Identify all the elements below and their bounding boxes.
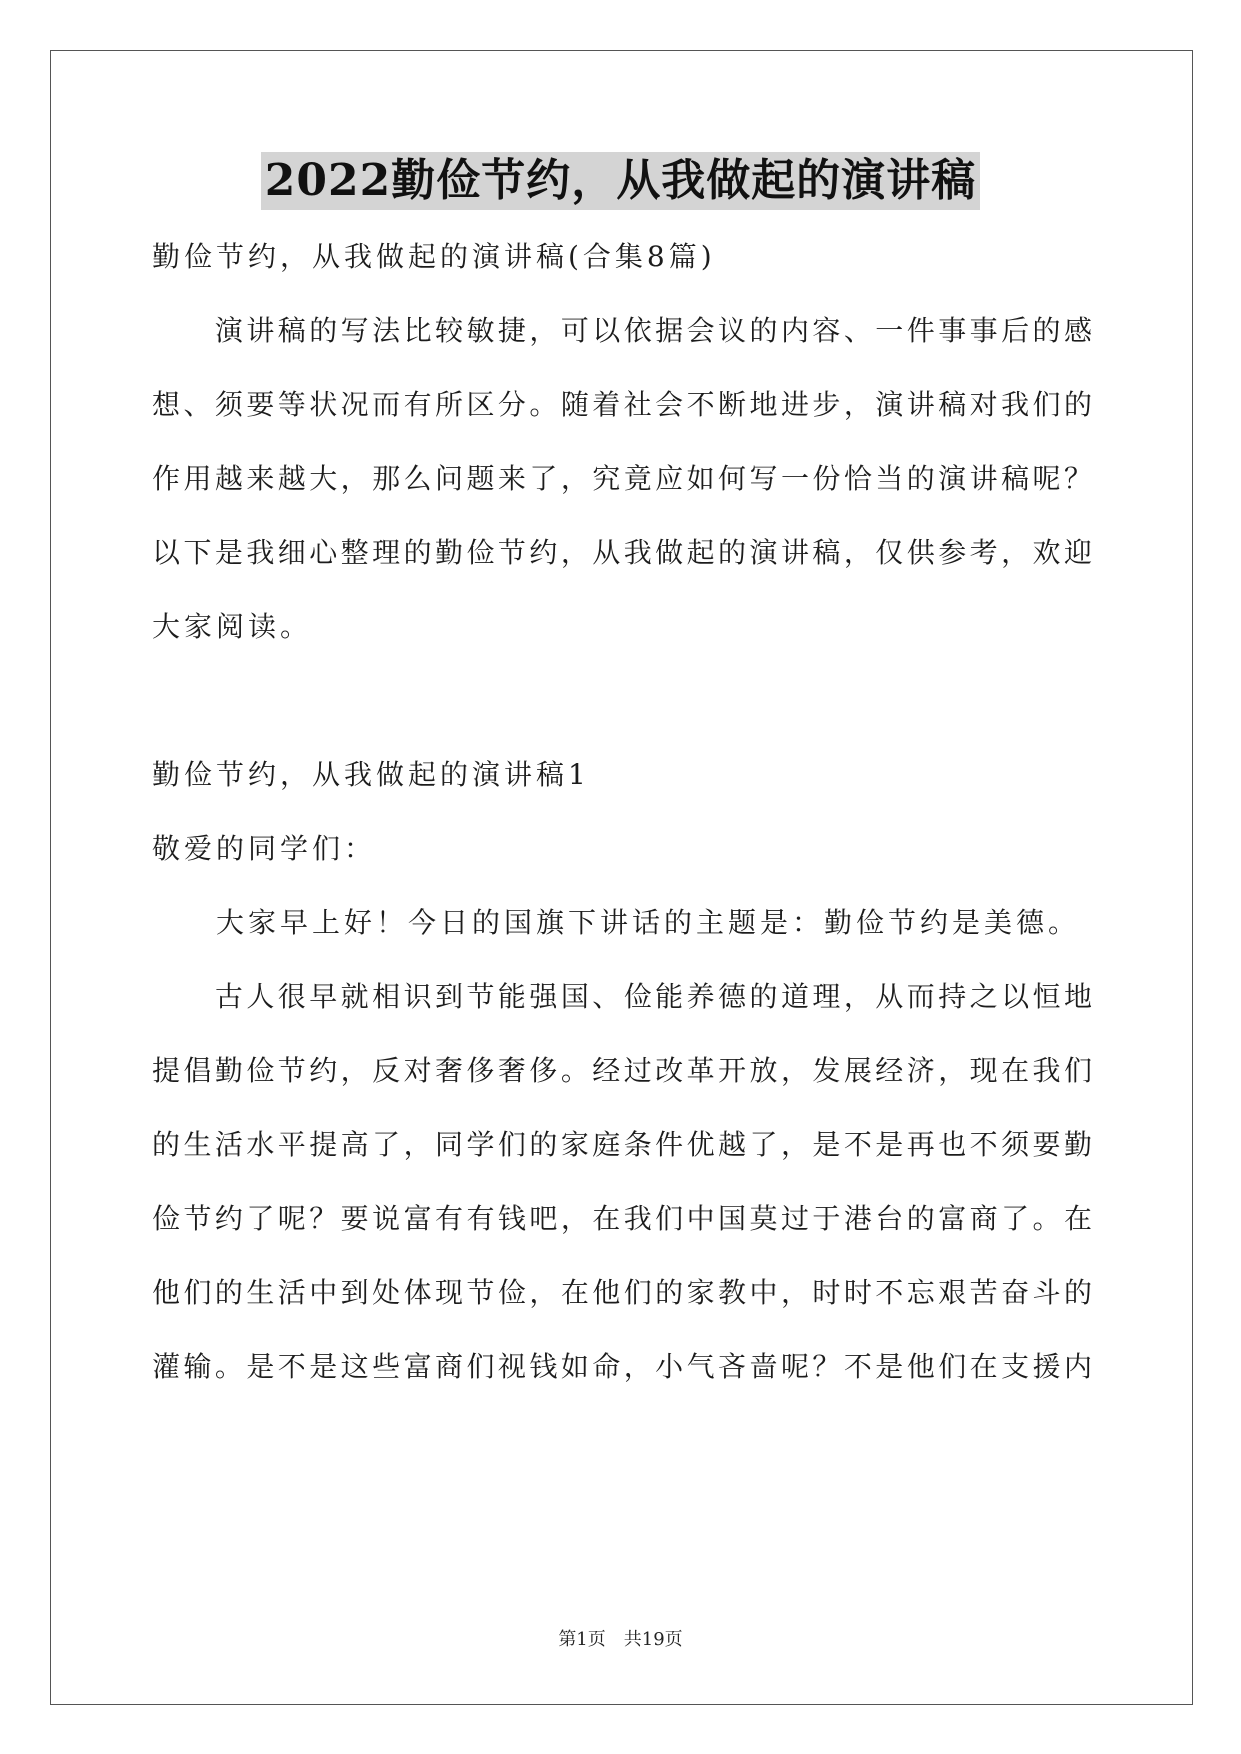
greeting-line: 大家早上好！今日的国旗下讲话的主题是：勤俭节约是美德。 [152,906,1081,939]
salutation: 敬爱的同学们： [152,832,377,865]
title-container [0,152,1241,210]
body-line: 他们的生活中到处体现节俭，在他们的家教中，时时不忘艰苦奋斗的 [152,1276,1092,1309]
body-line: 灌输。是不是这些富商们视钱如命，小气吝啬呢？不是他们在支援内 [152,1350,1092,1383]
intro-line: 以下是我细心整理的勤俭节约，从我做起的演讲稿，仅供参考，欢迎 [152,536,1092,569]
intro-line: 想、须要等状况而有所区分。随着社会不断地进步，演讲稿对我们的 [152,388,1092,421]
intro-line: 作用越来越大，那么问题来了，究竟应如何写一份恰当的演讲稿呢？ [152,462,1092,495]
document-subtitle: 勤俭节约，从我做起的演讲稿(合集8篇) [152,240,716,273]
intro-line: 演讲稿的写法比较敏捷，可以依据会议的内容、一件事事后的感 [152,314,1092,347]
body-line: 的生活水平提高了，同学们的家庭条件优越了，是不是再也不须要勤 [152,1128,1092,1161]
section-heading: 勤俭节约，从我做起的演讲稿1 [152,758,590,791]
body-line: 古人很早就相识到节能强国、俭能养德的道理，从而持之以恒地 [152,980,1092,1013]
document-title: 2022勤俭节约，从我做起的演讲稿 [261,152,980,210]
body-line: 提倡勤俭节约，反对奢侈奢侈。经过改革开放，发展经济，现在我们 [152,1054,1092,1087]
page-number-footer: 第1页 共19页 [558,1629,683,1650]
intro-line: 大家阅读。 [152,610,313,643]
page-border [50,50,1193,1705]
body-line: 俭节约了呢？要说富有有钱吧，在我们中国莫过于港台的富商了。在 [152,1202,1092,1235]
